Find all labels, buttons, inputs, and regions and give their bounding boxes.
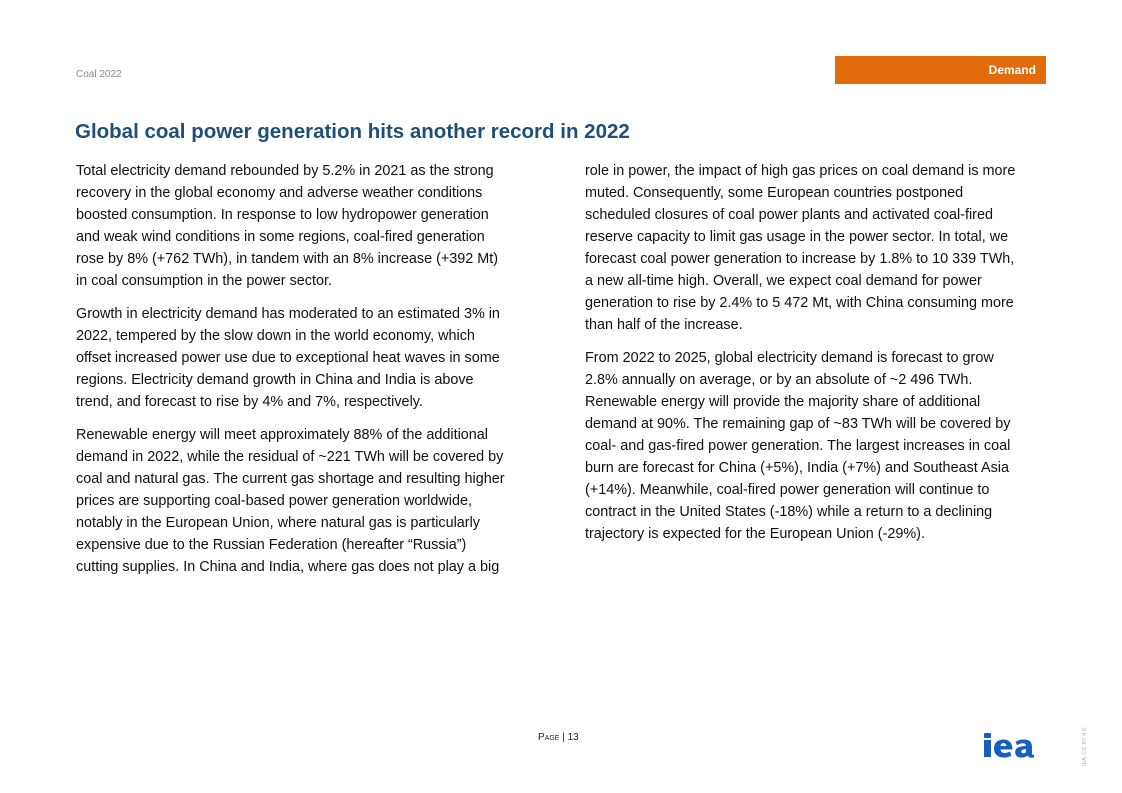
text-line: forecast coal power generation to increase by 1.8% to 10 339 TWh, — [585, 251, 1015, 267]
page-number-value: 13 — [567, 732, 579, 743]
text-line: contract in the United States (-18%) while a return to a declining — [585, 504, 993, 520]
text-line: generation to rise by 2.4% to 5 472 Mt, with China consuming more — [585, 295, 1014, 311]
page-title: Global coal power generation hits another record in 2022 — [75, 120, 630, 143]
text-line: offset increased power use due to exceptional heat waves in some — [76, 350, 500, 366]
left-column — [76, 160, 541, 589]
paragraph — [585, 160, 1055, 336]
right-column — [585, 160, 1055, 556]
text-line: 2022, tempered by the slow down in the world economy, which — [76, 328, 475, 344]
text-line: muted. Consequently, some European countries postponed — [585, 185, 964, 201]
text-line: expensive due to the Russian Federation (hereafter “Russia”) — [76, 537, 467, 553]
text-line: in coal consumption in the power sector. — [76, 273, 332, 289]
text-line: Growth in electricity demand has moderated to an estimated 3% in — [76, 306, 500, 322]
text-line: trajectory is expected for the European Union (-29%). — [585, 526, 925, 542]
logo-text: iea — [984, 732, 986, 733]
text-line: than half of the increase. — [585, 317, 743, 333]
text-line: coal- and gas-fired power generation. The largest increases in coal — [585, 438, 1011, 454]
paragraph — [76, 303, 541, 413]
text-line: role in power, the impact of high gas prices on coal demand is more — [585, 163, 1016, 179]
report-name: Coal 2022 — [76, 69, 122, 80]
text-line: Total electricity demand rebounded by 5.2% in 2021 as the strong — [76, 163, 494, 179]
iea-logo — [984, 732, 1046, 758]
text-line: Renewable energy will meet approximately 88% of the additional — [76, 427, 488, 443]
text-line: demand at 90%. The remaining gap of ~83 TWh will be covered by — [585, 416, 1011, 432]
text-line: burn are forecast for China (+5%), India (+7%) and Southeast Asia — [585, 460, 1009, 476]
page-separator: | — [562, 732, 565, 743]
text-line: From 2022 to 2025, global electricity demand is forecast to grow — [585, 350, 994, 366]
text-line: a new all-time high. Overall, we expect coal demand for power — [585, 273, 982, 289]
page-number — [538, 732, 579, 743]
text-line: notably in the European Union, where natural gas is particularly — [76, 515, 480, 531]
section-tab-demand: Demand — [835, 56, 1046, 84]
text-line: recovery in the global economy and adverse weather conditions — [76, 185, 483, 201]
page-label: Page — [538, 732, 560, 743]
text-line: boosted consumption. In response to low hydropower generation — [76, 207, 489, 223]
paragraph — [76, 424, 541, 578]
text-line: trend, and forecast to rise by 4% and 7%, respectively. — [76, 394, 423, 410]
text-line: regions. Electricity demand growth in China and India is above — [76, 372, 474, 388]
text-line: rose by 8% (+762 TWh), in tandem with an 8% increase (+392 Mt) — [76, 251, 499, 267]
text-line: and weak wind conditions in some regions, coal-fired generation — [76, 229, 485, 245]
text-line: prices are supporting coal-based power generation worldwide, — [76, 493, 472, 509]
text-line: coal and natural gas. The current gas shortage and resulting higher — [76, 471, 505, 487]
paragraph — [76, 160, 541, 292]
text-line: cutting supplies. In China and India, where gas does not play a big — [76, 559, 500, 575]
text-line: 2.8% annually on average, or by an absolute of ~2 496 TWh. — [585, 372, 973, 388]
text-line: (+14%). Meanwhile, coal-fired power generation will continue to — [585, 482, 990, 498]
paragraph — [585, 347, 1055, 545]
text-line: reserve capacity to limit gas usage in the power sector. In total, we — [585, 229, 1009, 245]
rights-notice: IEA. CC BY 4.0. — [1082, 726, 1088, 766]
text-line: Renewable energy will provide the majority share of additional — [585, 394, 981, 410]
text-line: scheduled closures of coal power plants and activated coal-fired — [585, 207, 993, 223]
text-line: demand in 2022, while the residual of ~221 TWh will be covered by — [76, 449, 504, 465]
